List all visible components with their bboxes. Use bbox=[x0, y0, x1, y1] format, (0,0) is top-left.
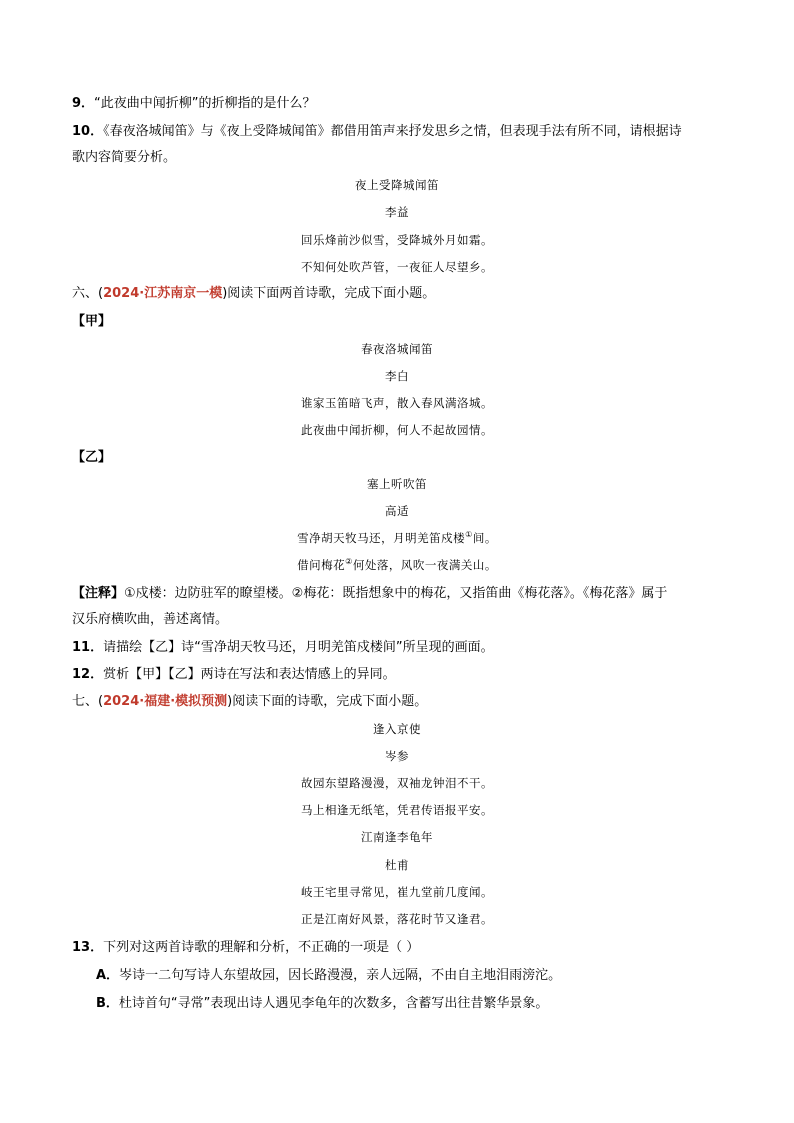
annotation bbox=[72, 584, 667, 604]
poem-author: 岑参 bbox=[385, 749, 409, 763]
poem-author: 杜甫 bbox=[385, 858, 409, 872]
question-9 bbox=[72, 94, 316, 114]
question-11 bbox=[72, 638, 494, 658]
poem-line: 回乐烽前沙似雪，受降城外月如霜。 bbox=[301, 233, 493, 247]
poem-text: 何处落，风吹一夜满关山。 bbox=[352, 558, 497, 572]
source-tag: 2024·福建·模拟预测 bbox=[103, 694, 228, 709]
question-number: 11． bbox=[72, 640, 104, 655]
poem-title: 江南逢李龟年 bbox=[361, 830, 433, 844]
section-instruction: )阅读下面两首诗歌，完成下面小题。 bbox=[222, 286, 436, 301]
question-text: 赏析【甲】【乙】两诗在写法和表达情感上的异同。 bbox=[103, 667, 396, 682]
section-6-heading bbox=[72, 284, 435, 304]
poem-text: 间。 bbox=[472, 531, 497, 545]
section-prefix: 七、( bbox=[72, 694, 104, 709]
annotation-continued: 汉乐府横吹曲，善述离情。 bbox=[72, 612, 229, 627]
section-7-heading bbox=[72, 692, 427, 712]
source-tag: 2024·江苏南京一模 bbox=[103, 286, 223, 301]
option-text: 杜诗首句“寻常”表现出诗人遇见李龟年的次数多，含蓄写出往昔繁华景象。 bbox=[118, 996, 549, 1011]
option-letter: A． bbox=[96, 968, 120, 983]
option-text: 岑诗一二句写诗人东望故园，因长路漫漫，亲人远隔，不由自主地泪雨滂沱。 bbox=[119, 968, 562, 983]
question-text: 《春夜洛城闻笛》与《夜上受降城闻笛》都借用笛声来抒发思乡之情，但表现手法有所不同，请根据诗 bbox=[103, 124, 682, 139]
poem-title: 夜上受降城闻笛 bbox=[355, 178, 439, 192]
option-letter: B． bbox=[96, 996, 119, 1011]
poem-text: 雪净胡天牧马还，月明羌笛戍楼 bbox=[297, 531, 466, 545]
question-number: 10． bbox=[72, 124, 104, 139]
section-prefix: 六、( bbox=[72, 286, 104, 301]
question-10-continued bbox=[72, 148, 176, 168]
poem-line: 故园东望路漫漫，双袖龙钟泪不干。 bbox=[301, 776, 493, 790]
label-yi: 【乙】 bbox=[72, 450, 112, 465]
label-jia: 【甲】 bbox=[72, 314, 112, 329]
question-number: 13． bbox=[72, 940, 104, 955]
question-number: 9． bbox=[72, 96, 95, 111]
question-12 bbox=[72, 665, 396, 685]
poem-author: 李白 bbox=[385, 369, 409, 383]
poem-title: 逢入京使 bbox=[373, 722, 421, 736]
annotation-text: ①戍楼：边防驻军的瞭望楼。②梅花：既指想象中的梅花，又指笛曲《梅花落》。《梅花落》属于 bbox=[124, 586, 668, 601]
option-b bbox=[96, 994, 548, 1014]
poem-line: 此夜曲中闻折柳，何人不起故园情。 bbox=[301, 423, 493, 437]
question-text: 请描绘【乙】诗“雪净胡天牧马还，月明羌笛戍楼间”所呈现的画面。 bbox=[103, 640, 494, 655]
poem-line: 正是江南好风景，落花时节又逢君。 bbox=[301, 912, 493, 926]
poem-title: 春夜洛城闻笛 bbox=[361, 342, 433, 356]
question-13 bbox=[72, 938, 419, 958]
poem-author: 高适 bbox=[385, 504, 409, 518]
poem-author: 李益 bbox=[385, 205, 409, 219]
question-text: 歌内容简要分析。 bbox=[72, 150, 177, 165]
note-marker: ① bbox=[465, 530, 473, 540]
option-a bbox=[96, 966, 561, 986]
note-marker: ② bbox=[345, 557, 353, 567]
section-instruction: )阅读下面的诗歌，完成下面小题。 bbox=[227, 694, 428, 709]
poem-text: 借问梅花 bbox=[297, 558, 346, 572]
annotation-label: 【注释】 bbox=[72, 586, 125, 601]
question-text: 下列对这两首诗歌的理解和分析，不正确的一项是（ ） bbox=[103, 940, 420, 955]
poem-line bbox=[0, 556, 794, 574]
poem-line: 谁家玉笛暗飞声，散入春风满洛城。 bbox=[301, 396, 493, 410]
poem-line: 岐王宅里寻常见，崔九堂前几度闻。 bbox=[301, 885, 493, 899]
question-10 bbox=[72, 122, 682, 142]
poem-line: 马上相逢无纸笔，凭君传语报平安。 bbox=[301, 803, 493, 817]
question-number: 12． bbox=[72, 667, 104, 682]
question-text: “此夜曲中闻折柳”的折柳指的是什么？ bbox=[94, 96, 316, 111]
poem-line bbox=[0, 529, 794, 547]
poem-title: 塞上听吹笛 bbox=[367, 477, 427, 491]
poem-line: 不知何处吹芦管，一夜征人尽望乡。 bbox=[301, 260, 493, 274]
